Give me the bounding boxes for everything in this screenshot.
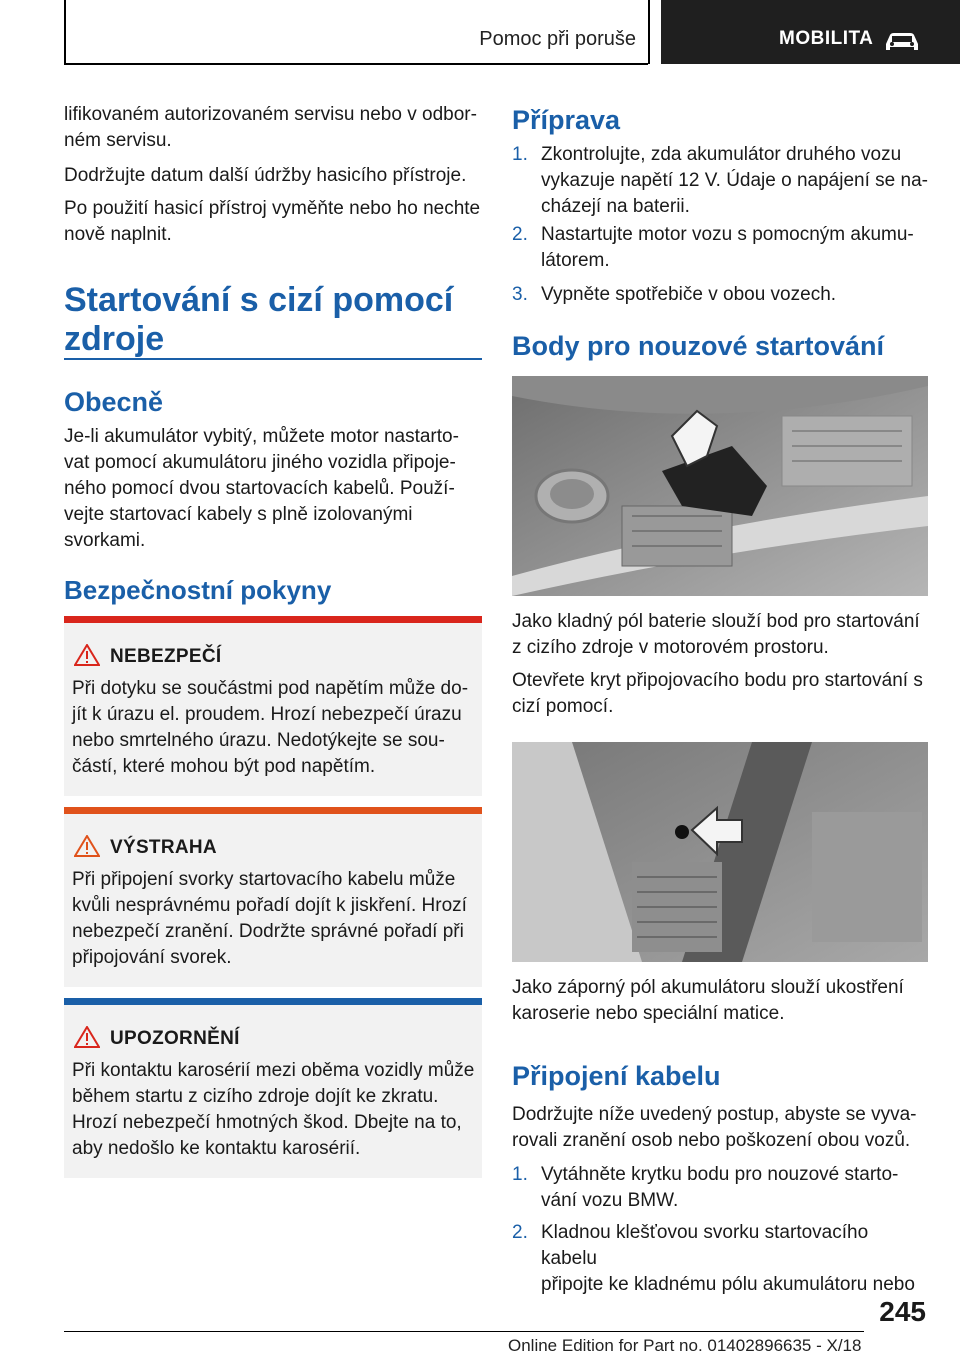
notice-bar [64,998,482,1005]
warning-text [72,867,476,971]
step-line: připojte ke kladnému pólu akumulátoru nebo [541,1274,915,1295]
engine-bay-photo-positive [512,376,928,596]
header-chapter-tab[interactable] [661,0,960,64]
danger-text [72,676,476,780]
connect-text-2: rovali zranění osob nebo poškození obou vozů. [512,1130,911,1151]
step-text [541,222,914,274]
step-text [541,1220,928,1298]
points-heading: Body pro nouzové startování [512,331,885,361]
step-text [541,1162,898,1214]
warning-line-1: Při připojení svorky startovacího kabelu může [72,869,456,890]
engine-bay-illustration [512,376,928,596]
general-text-3: ného pomocí dvou startovacích kabelů. Použí- [64,478,455,499]
maintenance-note: Dodržujte datum další údržby hasicího přístroje. [64,165,467,186]
ground-point-illustration [512,742,928,962]
step-number: 1. [512,144,528,165]
general-text-5: svorkami. [64,530,146,551]
intro-line-1: lifikovaném autorizovaném servisu nebo v odbor- [64,104,477,125]
step-line: Vytáhněte krytku bodu pro nouzové starto- [541,1164,899,1185]
car-icon [882,30,922,54]
section-title-rule [64,358,482,360]
intro-line-2: ném servisu. [64,130,172,151]
warning-bar [64,807,482,814]
caption-open-cover-2: cizí pomocí. [512,696,614,717]
caption-ground-2: karoserie nebo speciální matice. [512,1003,785,1024]
step-line: látorem. [541,250,610,271]
danger-line-1: Při dotyku se součástmi pod napětím může do- [72,678,469,699]
connect-heading: Připojení kabelu [512,1061,721,1091]
step-number: 3. [512,284,528,305]
warning-triangle-icon [74,644,100,666]
general-text-2: vat pomocí akumulátoru jiného vozidla připoje- [64,452,456,473]
warning-line-4: připojování svorek. [72,947,232,968]
general-heading: Obecně [64,387,164,417]
engine-bay-photo-ground [512,742,928,962]
step-number: 1. [512,1164,528,1185]
notice-title: UPOZORNĚNÍ [110,1028,240,1049]
notice-line-2: během startu z cizího zdroje dojít ke zkratu. [72,1086,439,1107]
caption-positive-1: Jako kladný pól baterie slouží bod pro startování [512,611,920,632]
page-number: 245 [879,1296,926,1327]
section-title-line-2: zdroje [64,320,165,358]
danger-line-2: jít k úrazu el. proudem. Hrozí nebezpečí úrazu [72,704,462,725]
step-line: Vypněte spotřebiče v obou vozech. [541,284,837,305]
step-line: cházejí na baterii. [541,196,690,217]
general-text-1: Je-li akumulátor vybitý, můžete motor nastarto- [64,426,459,447]
step-line: Nastartujte motor vozu s pomocným akumu- [541,224,914,245]
warning-line-3: nebezpečí zranění. Dodržte správné pořadí při [72,921,464,942]
section-title-line-1: Startování s cizí pomocí [64,281,454,319]
caption-open-cover-1: Otevřete kryt připojovacího bodu pro startování s [512,670,923,691]
danger-bar [64,616,482,623]
notice-line-1: Při kontaktu karosérií mezi oběma vozidly může [72,1060,475,1081]
refill-note-1: Po použití hasicí přístroj vyměňte nebo ho nechte [64,198,481,219]
warning-title: VÝSTRAHA [110,837,217,858]
step-line: vání vozu BMW. [541,1190,679,1211]
danger-line-4: částí, které mohou být pod napětím. [72,756,376,777]
warning-triangle-icon [74,1026,100,1048]
safety-heading: Bezpečnostní pokyny [64,575,332,605]
step-line: Zkontrolujte, zda akumulátor druhého vozu [541,144,902,165]
prep-heading: Příprava [512,105,621,135]
header-rule [64,63,648,65]
general-text-4: vejte startovací kabely s plně izolovanými [64,504,413,525]
warning-triangle-icon [74,835,100,857]
header-separator [648,0,650,64]
step-number: 2. [512,1222,528,1243]
footer-edition: Online Edition for Part no. 01402896635 - X/18 [508,1336,862,1355]
notice-line-3: Hrozí nebezpečí hmotných škod. Dbejte na to, [72,1112,462,1133]
caption-positive-2: z cizího zdroje v motorovém prostoru. [512,637,829,658]
warning-line-2: kvůli nesprávnému pořadí dojít k jiskření. Hrozí [72,895,467,916]
footer-rule [64,1331,864,1332]
connect-text-1: Dodržujte níže uvedený postup, abyste se vyva- [512,1104,917,1125]
refill-note-2: nově naplnit. [64,224,172,245]
step-line: vykazuje napětí 12 V. Údaje o napájení se na- [541,170,928,191]
danger-box [64,616,482,796]
danger-title: NEBEZPEČÍ [110,646,222,667]
notice-box [64,998,482,1178]
step-text [541,282,836,308]
chapter-label: MOBILITA [779,28,874,49]
header-left-border [64,0,66,64]
notice-text [72,1058,476,1162]
step-number: 2. [512,224,528,245]
header-section-title: Pomoc při poruše [479,28,636,50]
step-line: Kladnou klešťovou svorku startovacího kabelu [541,1222,869,1269]
notice-line-4: aby nedošlo ke kontaktu karosérií. [72,1138,361,1159]
danger-line-3: nebo smrtelného úrazu. Nedotýkejte se sou- [72,730,445,751]
caption-ground-1: Jako záporný pól akumulátoru slouží ukostření [512,977,904,998]
warning-box [64,807,482,987]
step-text [541,142,928,220]
